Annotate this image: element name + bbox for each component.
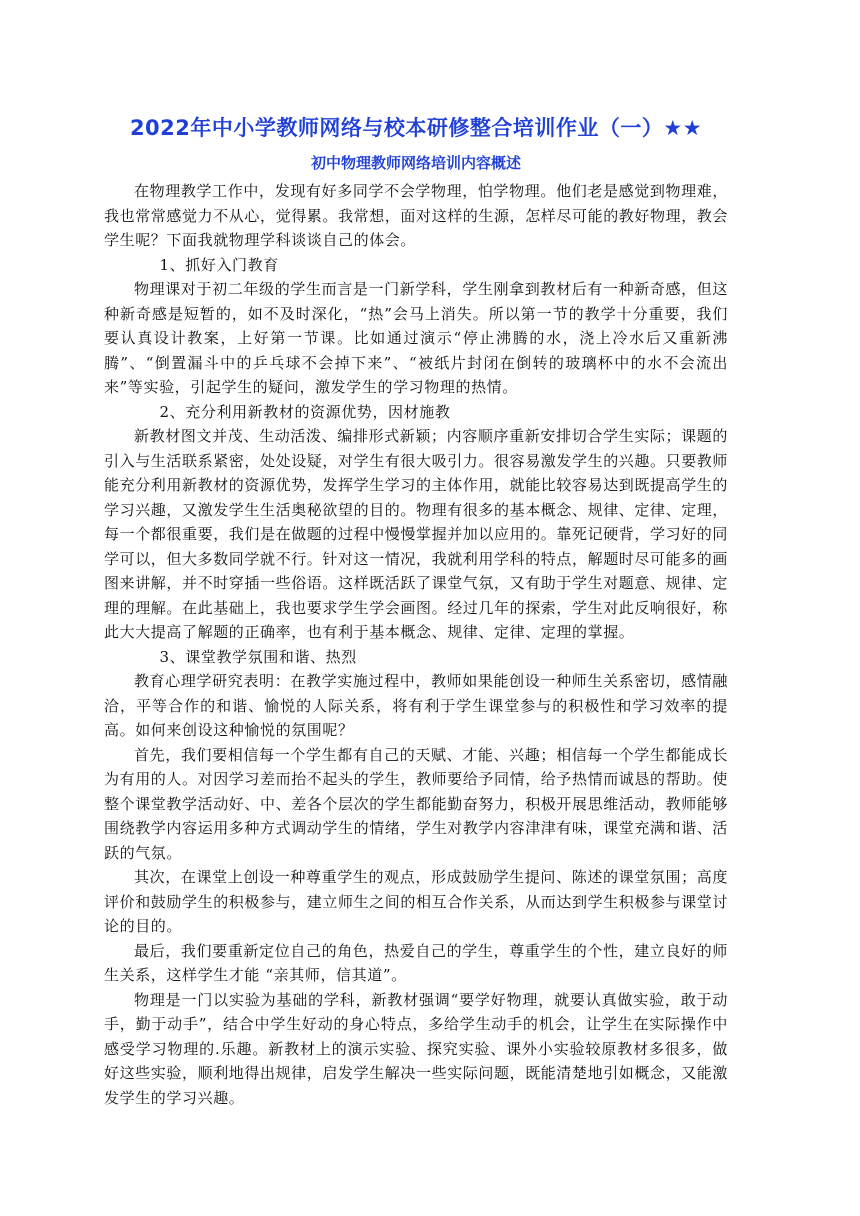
section-heading-3: 3、课堂教学氛围和谐、热烈: [159, 647, 357, 666]
paragraph-section-2: 新教材图文并茂、生动活泼、编排形式新颖；内容顺序重新安排切合学生实际；课题的引入与生活联系紧密，处处设疑，对学生有很大吸引力。很容易激发学生的兴趣。只要教师能充分利用新教材的资源优势，发挥学生学习的主体作用，就能比较容易达到既提高学生的学习兴趣，又激发学生生活奥秘欲望的目的。物理有很多的基本概念、规律、定律、定理，每一个都很重要，我们是在做题的过程中慢慢掌握并加以应用的。靠死记硬背，学习好的同学可以，但大多数同学就不行。针对这一情况，我就利用学科的特点，解题时尽可能多的画图来讲解，并不时穿插一些俗语。这样既活跃了课堂气氛，又有助于学生对题意、规律、定理的理解。在此基础上，我也要求学生学会画图。经过几年的探索，学生对此反响很好，称此大大提高了解题的正确率，也有利于基本概念、规律、定律、定理的掌握。: [104, 427, 729, 641]
paragraph-section-1: 物理课对于初二年级的学生而言是一门新学科，学生刚拿到教材后有一种新奇感，但这种新奇感是短暂的，如不及时深化，“热”会马上消失。所以第一节的教学十分重要，我们要认真设计教案，上好第一节课。比如通过演示“停止沸腾的水，浇上冷水后又重新沸腾”、“倒置漏斗中的乒乓球不会掉下来”、“被纸片封闭在倒转的玻璃杯中的水不会流出来”等实验，引起学生的疑问，激发学生的学习物理的热情。: [104, 280, 728, 396]
document-subtitle: 初中物理教师网络培训内容概述: [310, 154, 521, 172]
document-page: [104, 112, 728, 1110]
paragraph-section-3: 教育心理学研究表明：在教学实施过程中，教师如果能创设一种师生关系密切，感情融洽，平等合作的和谐、愉悦的人际关系，将有利于学生课堂参与的积极性和学习效率的提高。如何来创设这种愉悦的氛围呢？: [104, 672, 728, 739]
paragraph-first: 首先，我们要相信每一个学生都有自己的天赋、才能、兴趣；相信每一个学生都能成长为有用的人。对因学习差而抬不起头的学生，教师要给予同情，给予热情而诚恳的帮助。使整个课堂教学活动好、中、差各个层次的学生都能勤奋努力，积极开展思维活动，教师能够围绕教学内容运用多种方式调动学生的情绪，学生对教学内容津津有味，课堂充满和谐、活跃的气氛。: [104, 745, 729, 862]
paragraph-experiments: 物理是一门以实验为基础的学科，新教材强调“要学好物理，就要认真做实验，敢于动手，勤于动手”，结合中学生好动的身心特点，多给学生动手的机会，让学生在实际操作中感受学习物理的.乐趣。新教材上的演示实验、探究实验、课外小实验较原教材多很多，做好这些实验，顺利地得出规律，启发学生解决一些实际问题，既能清楚地引如概念，又能激发学生的学习兴趣。: [104, 990, 729, 1107]
paragraph-last: 最后，我们要重新定位自己的角色，热爱自己的学生，尊重学生的个性，建立良好的师生关系，这样学生才能 “亲其师，信其道”。: [104, 941, 728, 984]
section-heading-1: 1、抓好入门教育: [159, 255, 279, 274]
paragraph-intro: 在物理教学工作中，发现有好多同学不会学物理，怕学物理。他们老是感觉到物理难，我也常常感觉力不从心，觉得累。我常想，面对这样的生源，怎样尽可能的教好物理，教会学生呢？下面我就物理学科谈谈自己的体会。: [104, 182, 729, 249]
section-heading-2: 2、充分利用新教材的资源优势，因材施教: [159, 402, 451, 421]
document-title: 2022年中小学教师网络与校本研修整合培训作业（一）★★: [129, 116, 703, 140]
paragraph-second: 其次，在课堂上创设一种尊重学生的观点，形成鼓励学生提问、陈述的课堂氛围；高度评价和鼓励学生的积极参与，建立师生之间的相互合作关系，从而达到学生积极参与课堂讨论的目的。: [104, 868, 729, 935]
